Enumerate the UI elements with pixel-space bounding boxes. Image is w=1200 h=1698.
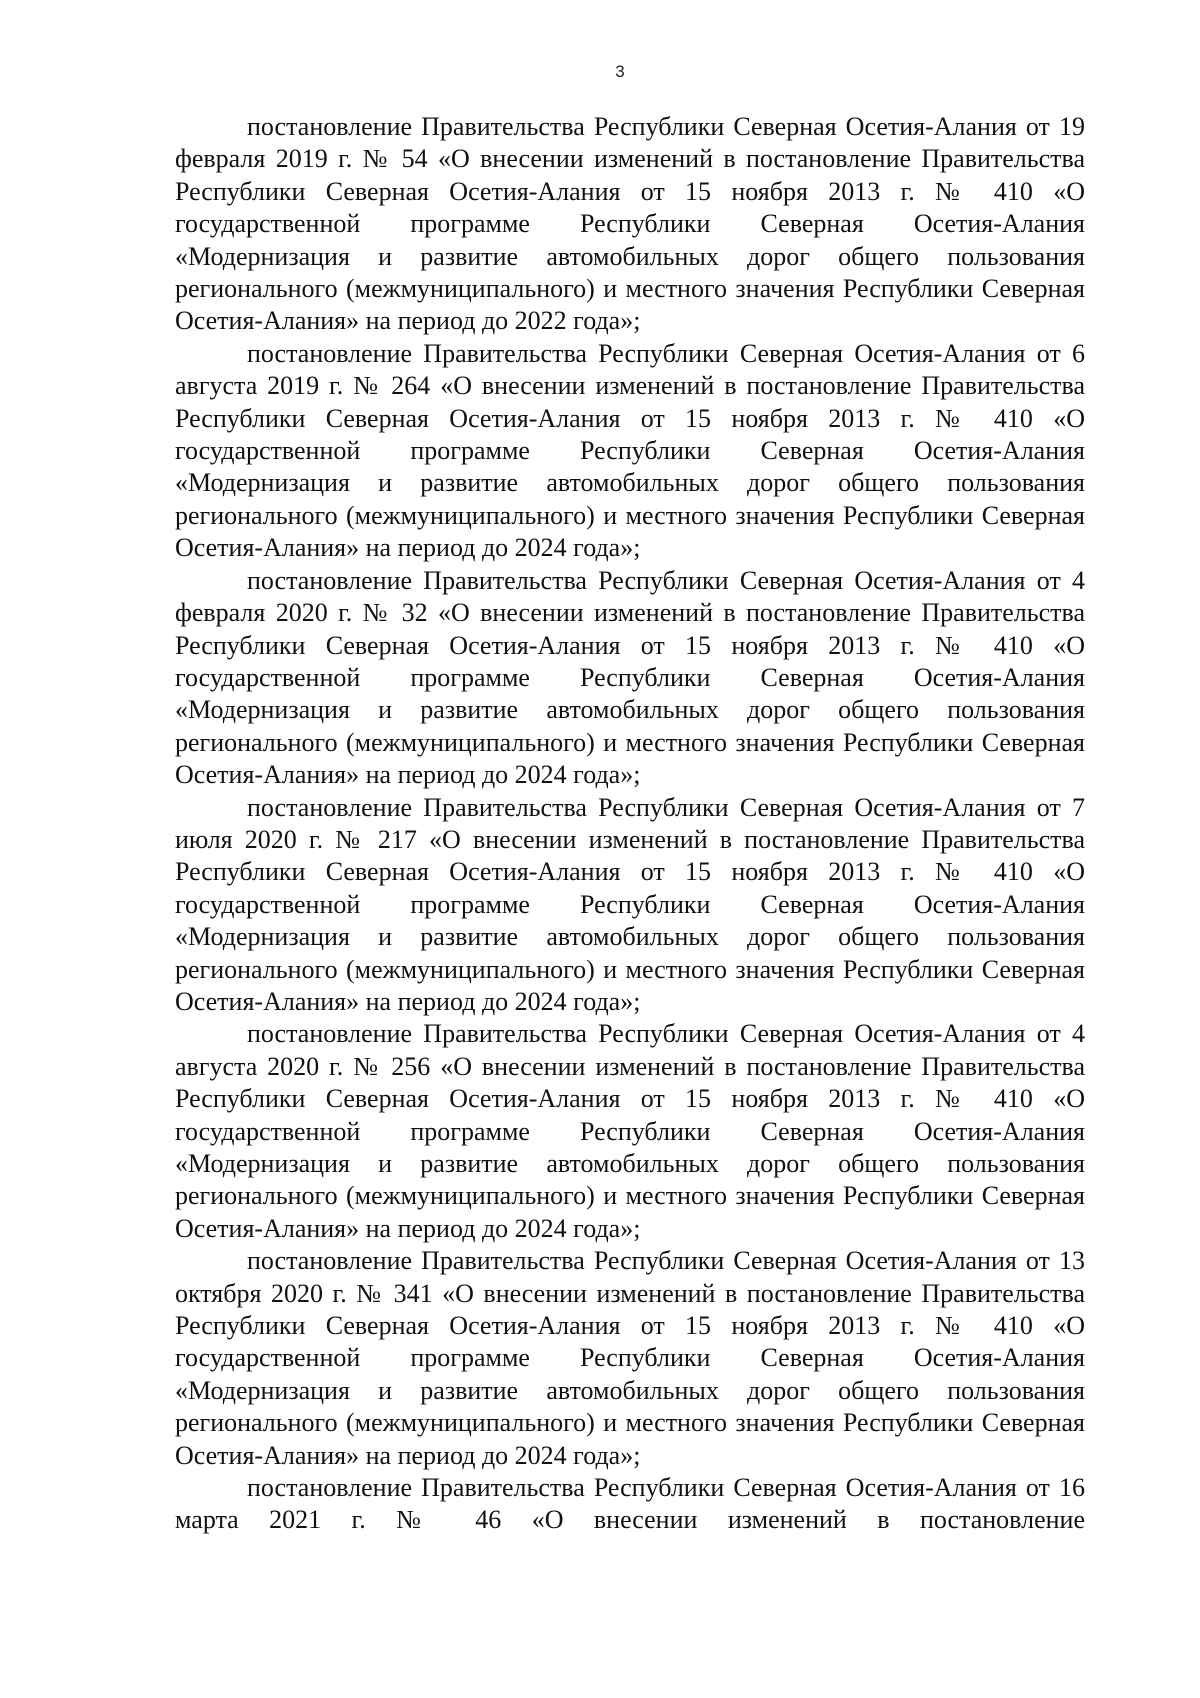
list-item-decree-46: постановление Правительства Республики Северная Осетия-Алания от 16 марта 2021 г. № 46 «О внесении изменений в постановление xyxy=(175,1473,1085,1535)
list-item-decree-217: постановление Правительства Республики Северная Осетия-Алания от 7 июля 2020 г. № 217 «О внесении изменений в постановление Правительства Республики Северная Осетия-Алания от 15 ноября 2013 г. № 410 «О государственной программе Республики Северная Осетия-Алания «Модернизация и развитие автомобильных дорог общего пользования регионального (межмуниципального) и местного значения Республики Северная Осетия-Алания» на период до 2024 года»; xyxy=(175,792,1085,1016)
list-item-decree-256: постановление Правительства Республики Северная Осетия-Алания от 4 августа 2020 г. № 256 «О внесении изменений в постановление Правительства Республики Северная Осетия-Алания от 15 ноября 2013 г. № 410 «О государственной программе Республики Северная Осетия-Алания «Модернизация и развитие автомобильных дорог общего пользования регионального (межмуниципального) и местного значения Республики Северная Осетия-Алания» на период до 2024 года»; xyxy=(175,1019,1085,1243)
page-number: 3 xyxy=(615,62,625,81)
list-item-decree-32: постановление Правительства Республики Северная Осетия-Алания от 4 февраля 2020 г. № 32 «О внесении изменений в постановление Правительства Республики Северная Осетия-Алания от 15 ноября 2013 г. № 410 «О государственной программе Республики Северная Осетия-Алания «Модернизация и развитие автомобильных дорог общего пользования регионального (межмуниципального) и местного значения Республики Северная Осетия-Алания» на период до 2024 года»; xyxy=(175,565,1085,790)
list-item-decree-54: постановление Правительства Республики Северная Осетия-Алания от 19 февраля 2019 г. № 54 «О внесении изменений в постановление Правительства Республики Северная Осетия-Алания от 15 ноября 2013 г. № 410 «О государственной программе Республики Северная Осетия-Алания «Модернизация и развитие автомобильных дорог общего пользования регионального (межмуниципального) и местного значения Республики Северная Осетия-Алания» на период до 2022 года»; xyxy=(175,112,1085,336)
list-item-decree-264: постановление Правительства Республики Северная Осетия-Алания от 6 августа 2019 г. № 264 «О внесении изменений в постановление Правительства Республики Северная Осетия-Алания от 15 ноября 2013 г. № 410 «О государственной программе Республики Северная Осетия-Алания «Модернизация и развитие автомобильных дорог общего пользования регионального (межмуниципального) и местного значения Республики Северная Осетия-Алания» на период до 2024 года»; xyxy=(175,338,1085,563)
list-item-decree-341: постановление Правительства Республики Северная Осетия-Алания от 13 октября 2020 г. № 341 «О внесении изменений в постановление Правительства Республики Северная Осетия-Алания от 15 ноября 2013 г. № 410 «О государственной программе Республики Северная Осетия-Алания «Модернизация и развитие автомобильных дорог общего пользования регионального (межмуниципального) и местного значения Республики Северная Осетия-Алания» на период до 2024 года»; xyxy=(175,1246,1085,1470)
document-body xyxy=(175,111,1085,1537)
